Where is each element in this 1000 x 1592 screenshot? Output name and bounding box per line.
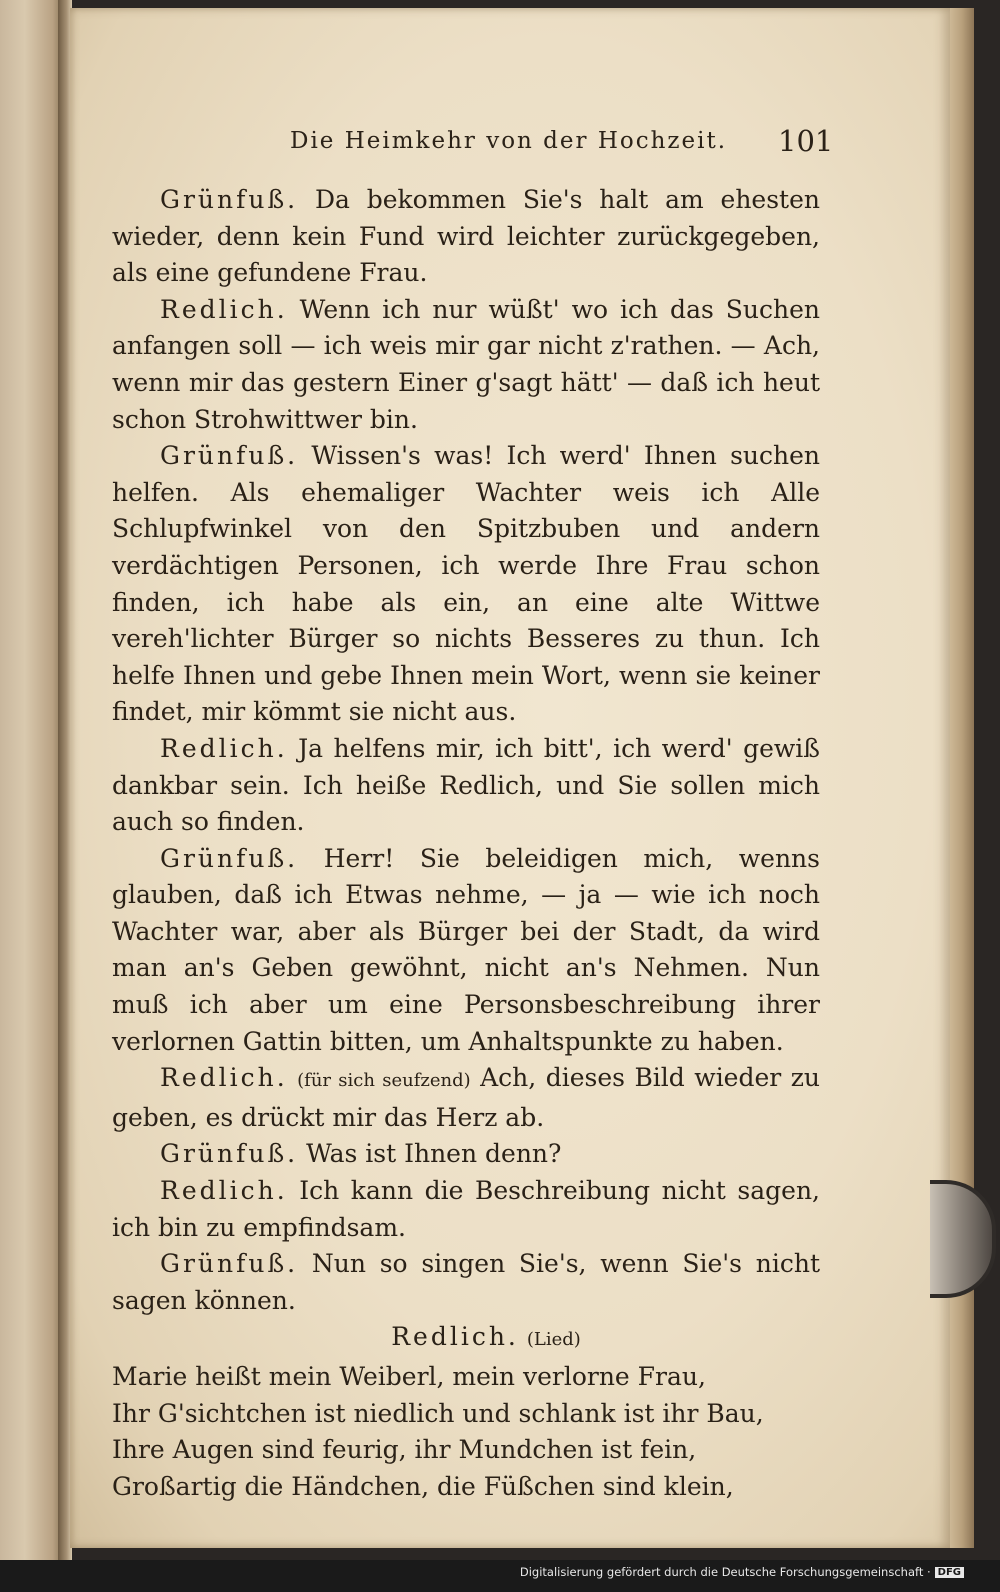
dialogue-text: Nun so singen Sie's, wenn Sie's nicht sagen können. <box>112 1249 821 1315</box>
song-speaker: Redlich. <box>391 1322 519 1352</box>
dialogue-text: Herr! Sie beleidigen mich, wenns glauben, daß ich Etwas nehme, — ja — wie ich noch Wachter war, aber als Bürger bei der Stadt, da wird man an's Geben gewöhnt, nicht an's Nehmen. Nun muß ich aber um eine Personsbeschreibung ihrer verlornen Gattin bitten, um Anhaltspunkte zu haben. <box>112 843 820 1056</box>
dialogue-paragraph <box>112 731 820 841</box>
speaker-name: Grünfuß. <box>160 1249 299 1279</box>
song-verse-line: Großartig die Händchen, die Füßchen sind klein, <box>112 1471 734 1501</box>
song-verse-line: Ihre Augen sind feurig, ihr Mundchen ist fein, <box>112 1435 697 1465</box>
dialogue-paragraph <box>112 1136 820 1173</box>
digitization-credit <box>520 1565 964 1579</box>
speaker-name: Grünfuß. <box>160 1139 299 1169</box>
song-verse-line: Ihr G'sichtchen ist niedlich und schlank ist ihr Bau, <box>112 1398 764 1428</box>
dialogue-paragraph <box>112 841 820 1061</box>
speaker-name: Redlich. <box>160 294 288 324</box>
dialogue-paragraph <box>112 1246 820 1319</box>
speaker-name: Redlich. <box>160 733 288 763</box>
speaker-name: Redlich. <box>160 1063 288 1093</box>
dialogue-paragraph <box>112 292 820 438</box>
song-verse-line: Marie heißt mein Weiberl, mein verlorne Frau, <box>112 1362 706 1391</box>
dialogue-text: Da bekommen Sie's halt am ehesten wieder, denn kein Fund wird leichter zurückgegeben, als eine gefundene Frau. <box>112 185 820 288</box>
page-clip <box>930 1180 996 1298</box>
running-title: Die Heimkehr von der Hochzeit. <box>290 128 728 154</box>
dialogue-text: Was ist Ihnen denn? <box>306 1139 562 1169</box>
dialogue-paragraph <box>112 1060 820 1136</box>
previous-page-edge <box>0 0 62 1560</box>
speaker-name: Grünfuß. <box>160 185 299 214</box>
dialogue-paragraph <box>112 438 820 731</box>
dialogue-paragraph <box>112 1173 820 1246</box>
song-heading <box>112 1319 820 1359</box>
page-stack-edge <box>950 8 974 1548</box>
speaker-name: Redlich. <box>160 1176 288 1206</box>
dialogue-text: Ach, dieses Bild wieder zu geben, es drückt mir das Herz ab. <box>112 1063 820 1132</box>
dfg-logo: DFG <box>935 1567 964 1578</box>
dialogue-text: Wenn ich nur wüßt' wo ich das Suchen anfangen soll — ich weis mir gar nicht z'rathen. — Ach, wenn mir das gestern Einer g'sagt hätt' — daß ich heut schon Strohwittwer bin. <box>112 294 820 434</box>
dialogue-text: Ja helfens mir, ich bitt', ich werd' gewiß dankbar sein. Ich heiße Redlich, und Sie sollen mich auch so finden. <box>112 733 821 837</box>
credit-text: Digitalisierung gefördert durch die Deutsche Forschungsgemeinschaft · <box>519 1565 931 1579</box>
stage-direction: (für sich seufzend) <box>297 1070 471 1092</box>
song-stage-direction: (Lied) <box>526 1329 581 1351</box>
dialogue-text: Wissen's was! Ich werd' Ihnen suchen helfen. Als ehemaliger Wachter weis ich Alle Schlupfwinkel von den Spitzbuben und andern verdächtigen Personen, ich werde Ihre Frau schon finden, ich habe als ein, an eine alte Wittwe vereh'lichter Bürger so nichts Besseres zu thun. Ich helfe Ihnen und gebe Ihnen mein Wort, wenn sie keiner findet, mir kömmt sie nicht aus. <box>112 441 820 727</box>
speaker-name: Grünfuß. <box>160 843 299 873</box>
dialogue-text: Ich kann die Beschreibung nicht sagen, ich bin zu empfindsam. <box>112 1176 820 1242</box>
page-body <box>112 182 820 1505</box>
dialogue-paragraph <box>112 182 820 292</box>
page-number: 101 <box>778 124 834 158</box>
speaker-name: Grünfuß. <box>160 441 299 471</box>
